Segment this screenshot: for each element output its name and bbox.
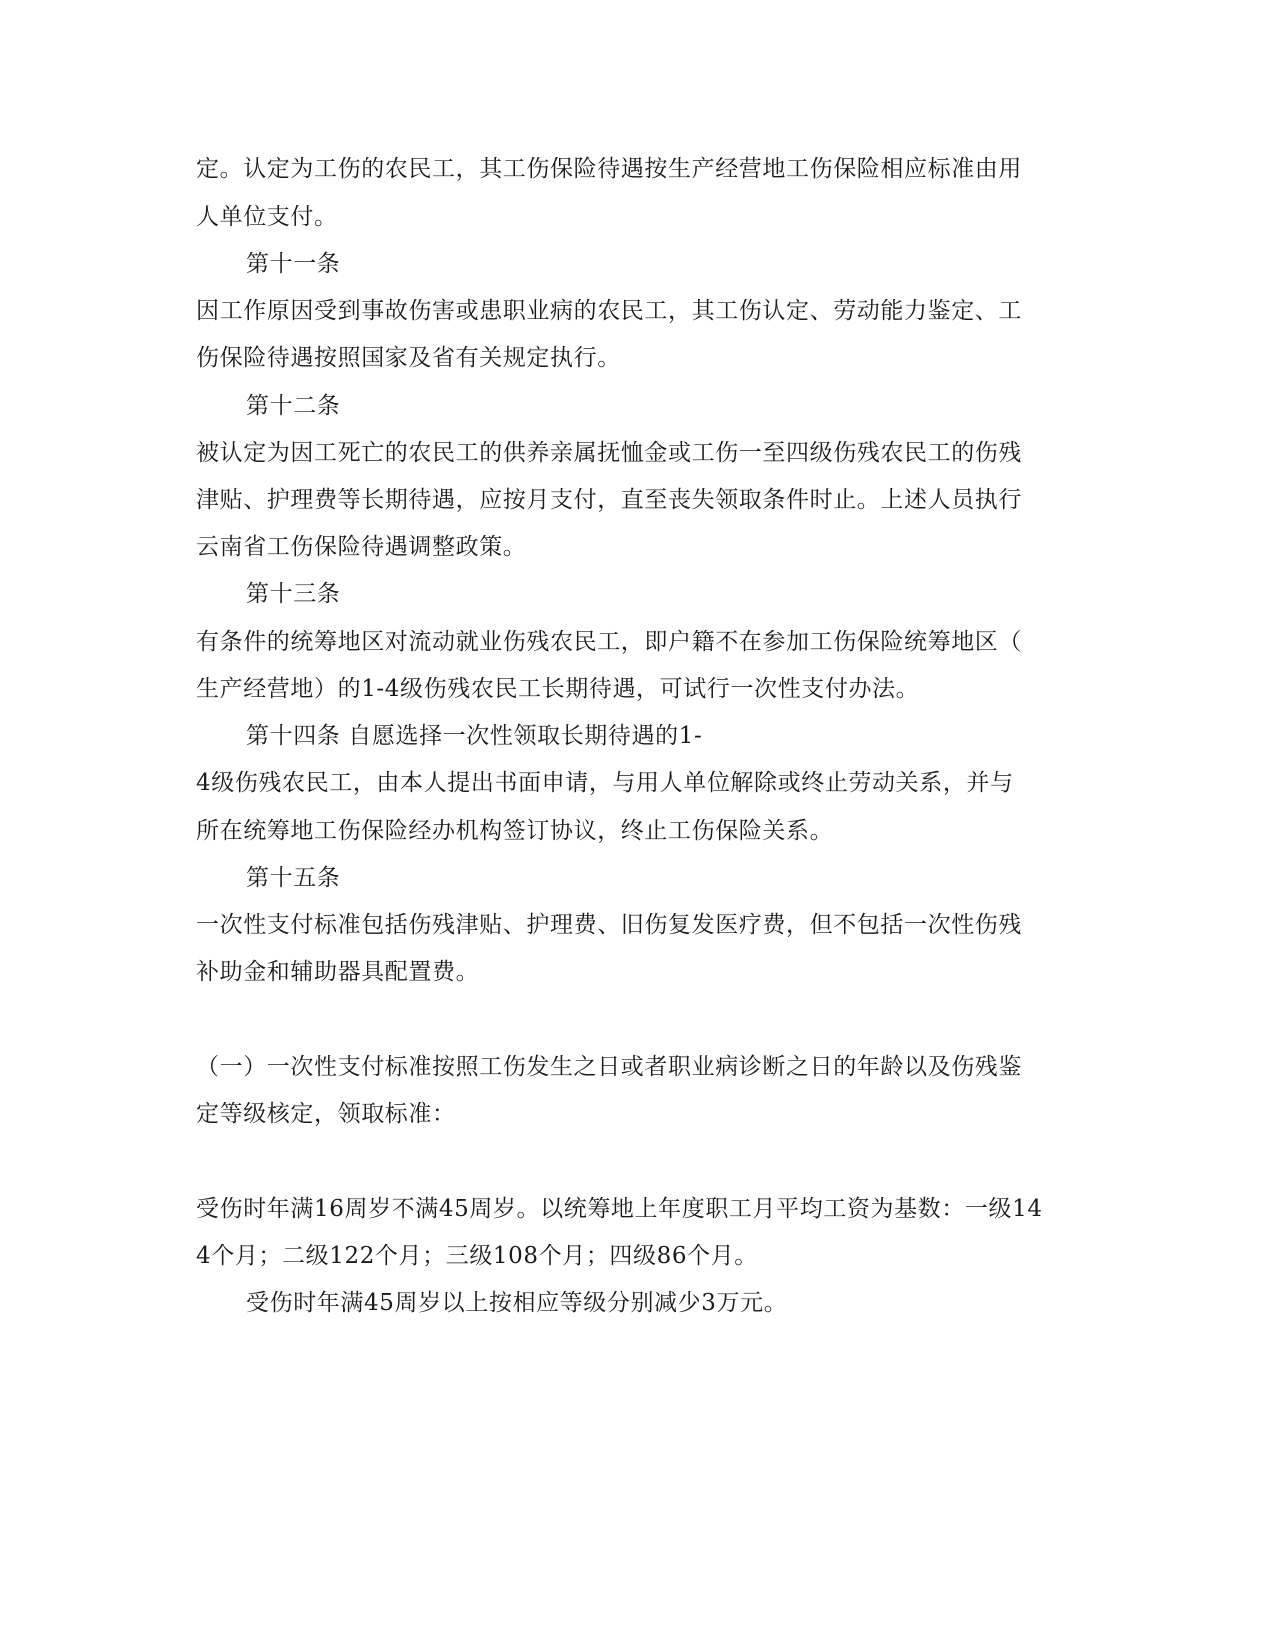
text-line: 有条件的统筹地区对流动就业伤残农民工，即户籍不在参加工伤保险统筹地区（ <box>196 629 1022 655</box>
text-line: 生产经营地）的1-4级伤残农民工长期待遇，可试行一次性支付办法。 <box>196 676 920 702</box>
text-line: 4个月；二级122个月；三级108个月；四级86个月。 <box>196 1243 758 1269</box>
article-heading: 第十五条 <box>246 865 341 891</box>
text-line: 定。认定为工伤的农民工，其工伤保险待遇按生产经营地工伤保险相应标准由用 <box>196 156 1022 182</box>
text-line: 受伤时年满16周岁不满45周岁。以统筹地上年度职工月平均工资为基数：一级14 <box>196 1196 1043 1222</box>
text-line: 定等级核定，领取标准： <box>196 1101 456 1127</box>
text-line: （一）一次性支付标准按照工伤发生之日或者职业病诊断之日的年龄以及伤残鉴 <box>196 1054 1022 1080</box>
text-line: 受伤时年满45周岁以上按相应等级分别减少3万元。 <box>246 1290 788 1316</box>
text-line: 人单位支付。 <box>196 204 338 230</box>
article-heading: 第十一条 <box>246 251 341 277</box>
article-heading: 第十四条 自愿选择一次性领取长期待遇的1- <box>246 723 703 749</box>
article-heading: 第十二条 <box>246 393 341 419</box>
text-line: 所在统筹地工伤保险经办机构签订协议，终止工伤保险关系。 <box>196 818 834 844</box>
text-line: 补助金和辅助器具配置费。 <box>196 959 480 985</box>
text-line: 津贴、护理费等长期待遇，应按月支付，直至丧失领取条件时止。上述人员执行 <box>196 487 1022 513</box>
text-line: 4级伤残农民工，由本人提出书面申请，与用人单位解除或终止劳动关系，并与 <box>196 770 1014 796</box>
text-line: 因工作原因受到事故伤害或患职业病的农民工，其工伤认定、劳动能力鉴定、工 <box>196 298 1022 324</box>
text-line: 被认定为因工死亡的农民工的供养亲属抚恤金或工伤一至四级伤残农民工的伤残 <box>196 440 1022 466</box>
text-line: 一次性支付标准包括伤残津贴、护理费、旧伤复发医疗费，但不包括一次性伤残 <box>196 912 1022 938</box>
text-line: 伤保险待遇按照国家及省有关规定执行。 <box>196 345 621 371</box>
article-heading: 第十三条 <box>246 581 341 607</box>
text-line: 云南省工伤保险待遇调整政策。 <box>196 534 527 560</box>
